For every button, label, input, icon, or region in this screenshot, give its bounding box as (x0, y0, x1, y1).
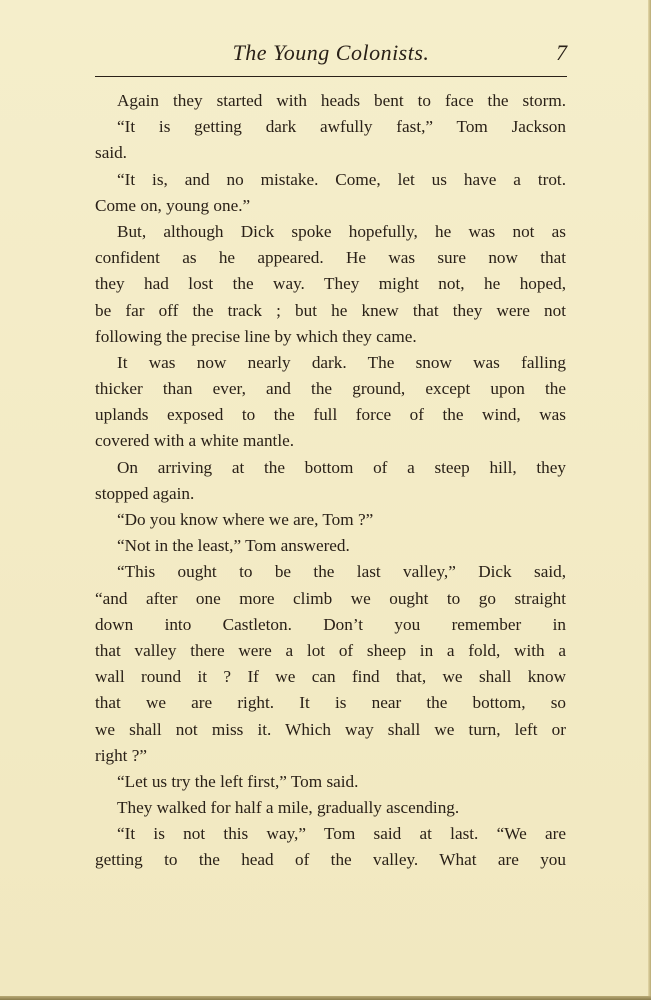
text-line: But, although Dick spoke hopefully, he was not as (117, 221, 566, 241)
text-line: said. (95, 143, 127, 163)
page-number: 7 (556, 40, 567, 65)
text-line: stopped again. (95, 483, 195, 503)
text-line: “It is getting dark awfully fast,” Tom Jackson (117, 117, 566, 137)
page-edge-bottom (0, 996, 651, 1000)
running-title: The Young Colonists. (232, 40, 430, 65)
text-line: “It is not this way,” Tom said at last. “We are (117, 824, 566, 844)
text-line: that we are right. It is near the bottom, so (95, 693, 566, 713)
text-line: covered with a white mantle. (95, 431, 295, 451)
text-line: On arriving at the bottom of a steep hill, they (117, 457, 566, 477)
text-line: they had lost the way. They might not, he hoped, (95, 274, 566, 294)
body-text (95, 88, 566, 874)
text-line: thicker than ever, and the ground, except upon the (95, 379, 566, 399)
text-line: uplands exposed to the full force of the wind, was (95, 405, 566, 425)
text-line: be far off the track ; but he knew that they were not (95, 300, 566, 320)
text-line: “Do you know where we are, Tom ?” (117, 510, 374, 529)
text-line: Again they started with heads bent to face the storm. (117, 91, 566, 110)
text-line: They walked for half a mile, gradually ascending. (117, 798, 460, 818)
text-line: Come on, young one.” (95, 195, 251, 215)
text-line: It was now nearly dark. The snow was falling (117, 352, 566, 372)
text-line: “and after one more climb we ought to go straight (95, 588, 566, 608)
text-line: down into Castleton. Don’t you remember in (95, 614, 566, 634)
text-line: “Not in the least,” Tom answered. (117, 536, 350, 556)
text-line: wall round it ? If we can find that, we shall know (95, 667, 566, 687)
text-line: right ?” (95, 745, 148, 765)
text-line: that valley there were a lot of sheep in a fold, with a (95, 640, 566, 660)
page-header (95, 40, 567, 74)
text-line: getting to the head of the valley. What are you (95, 850, 566, 870)
text-line: following the precise line by which they came. (95, 326, 417, 346)
text-line: “This ought to be the last valley,” Dick said, (117, 562, 566, 582)
text-line: “It is, and no mistake. Come, let us have a trot. (117, 169, 566, 189)
text-line: we shall not miss it. Which way shall we turn, left or (95, 719, 566, 739)
text-line: “Let us try the left first,” Tom said. (117, 771, 359, 791)
text-line: confident as he appeared. He was sure now that (95, 248, 566, 268)
header-rule (95, 76, 567, 77)
